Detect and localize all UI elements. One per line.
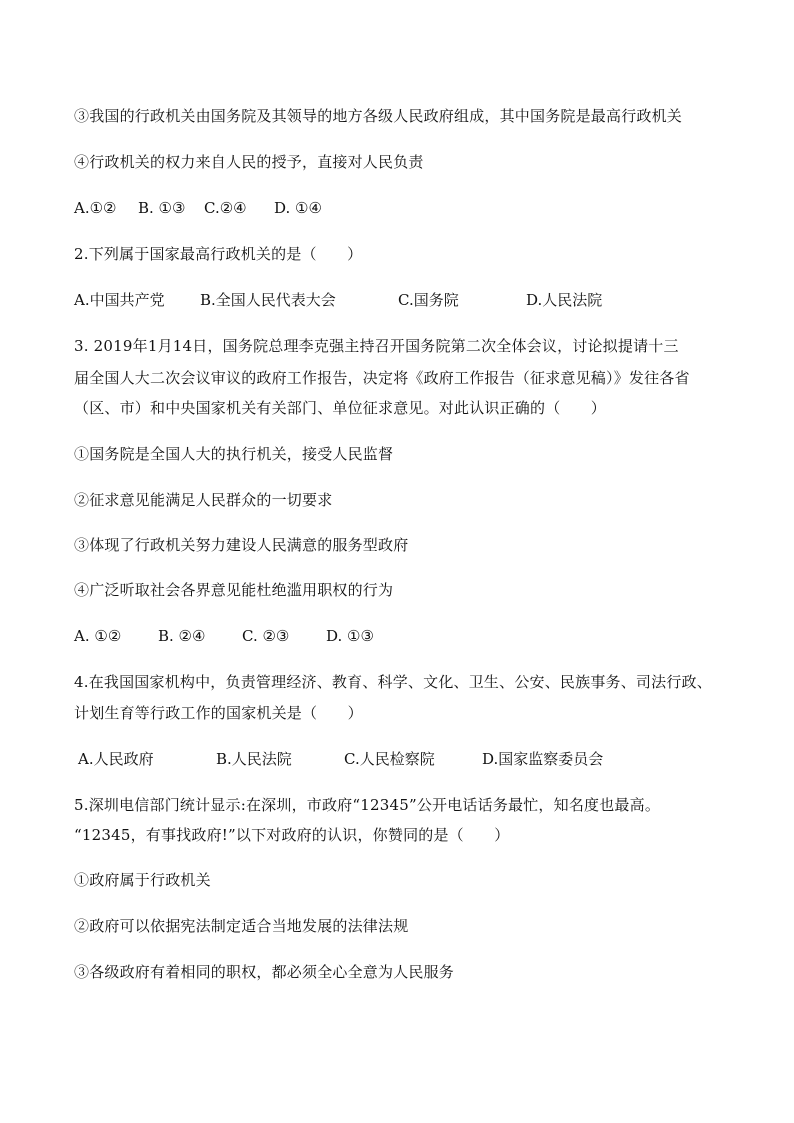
- option-a: A.中国共产党: [74, 291, 165, 309]
- question-5-statement-3: ③各级政府有着相同的职权，都必须全心全意为人民服务: [74, 963, 455, 981]
- question-3-statement-3: ③体现了行政机关努力建设人民满意的服务型政府: [74, 536, 409, 554]
- question-3-statement-1: ①国务院是全国人大的执行机关，接受人民监督: [74, 445, 394, 463]
- option-b: B. ②④: [158, 627, 206, 645]
- question-4-stem-line-2: 计划生育等行政工作的国家机关是（ ）: [74, 704, 363, 722]
- option-d: D. ①③: [326, 627, 374, 645]
- question-2-options: [74, 290, 602, 310]
- option-c: C.②④: [204, 199, 247, 217]
- option-b: B.人民法院: [216, 750, 292, 768]
- option-d: D.国家监察委员会: [482, 750, 604, 768]
- prev-statement-4: ④行政机关的权力来自人民的授予，直接对人民负责: [74, 153, 424, 171]
- question-2-stem: 2.下列属于国家最高行政机关的是（ ）: [74, 245, 363, 263]
- question-5-statement-2: ②政府可以依据宪法制定适合当地发展的法律法规: [74, 917, 409, 935]
- question-3-stem-line-2: 届全国人大二次会议审议的政府工作报告，决定将《政府工作报告（征求意见稿）》发往各省: [74, 369, 690, 387]
- question-4-stem-line-1: 4.在我国国家机构中，负责管理经济、教育、科学、文化、卫生、公安、民族事务、司法行政、: [74, 673, 712, 691]
- option-b: B. ①③: [138, 199, 186, 217]
- option-d: D. ①④: [274, 199, 322, 217]
- question-3-statement-2: ②征求意见能满足人民群众的一切要求: [74, 491, 333, 509]
- question-3-statement-4: ④广泛听取社会各界意见能杜绝滥用职权的行为: [74, 581, 394, 599]
- option-c: C.国务院: [398, 291, 459, 309]
- option-a: A.人民政府: [78, 750, 154, 768]
- option-a: A.①②: [74, 199, 117, 217]
- option-c: C.人民检察院: [344, 750, 435, 768]
- option-a: A. ①②: [74, 627, 122, 645]
- option-b: B.全国人民代表大会: [200, 291, 336, 309]
- question-4-options: [78, 749, 603, 769]
- option-d: D.人民法院: [526, 291, 603, 309]
- question-5-stem-line-2: “12345，有事找政府!”以下对政府的认识，你赞同的是（ ）: [74, 826, 510, 844]
- question-3-stem-line-3: （区、市）和中央国家机关有关部门、单位征求意见。对此认识正确的（ ）: [74, 399, 607, 417]
- question-5-statement-1: ①政府属于行政机关: [74, 871, 211, 889]
- question-5-stem-line-1: 5.深圳电信部门统计显示:在深圳，市政府“12345”公开电话话务最忙，知名度也最高。: [74, 796, 661, 814]
- prev-statement-3: ③我国的行政机关由国务院及其领导的地方各级人民政府组成，其中国务院是最高行政机关: [74, 107, 683, 125]
- question-3-options: [74, 626, 374, 646]
- option-c: C. ②③: [242, 627, 290, 645]
- question-3-stem-line-1: 3. 2019年1月14日，国务院总理李克强主持召开国务院第二次全体会议，讨论拟提请十三: [74, 337, 679, 355]
- prev-options: [74, 198, 322, 218]
